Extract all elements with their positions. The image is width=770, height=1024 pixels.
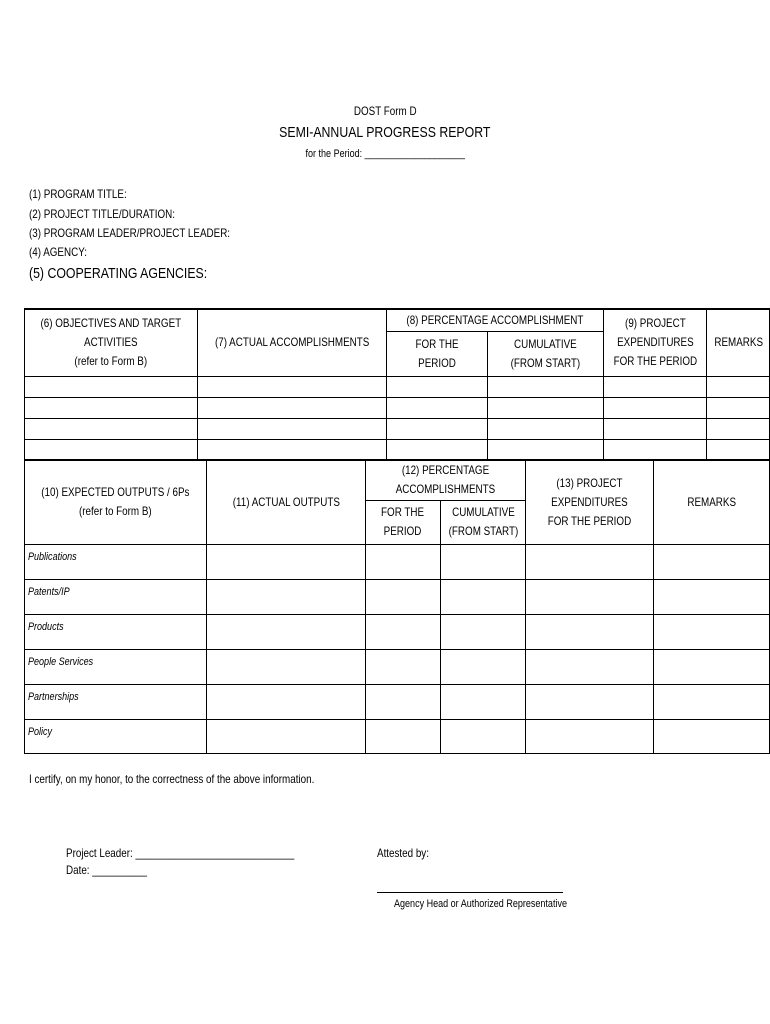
table-cell[interactable] [440, 544, 526, 579]
table-cell[interactable] [386, 397, 487, 418]
table-cell[interactable] [487, 439, 603, 459]
header-for-the-period: FOR THE PERIOD [386, 331, 487, 376]
table-row [25, 719, 770, 753]
table-cell[interactable] [487, 376, 603, 397]
header-for-the-period-2: FOR THE PERIOD [366, 500, 440, 544]
table-cell[interactable] [366, 614, 440, 649]
table-cell[interactable] [707, 397, 770, 418]
header-expected-outputs: (10) EXPECTED OUTPUTS / 6Ps (refer to Form B) [25, 460, 207, 544]
reporting-period: for the Period: ____________________ [305, 148, 465, 160]
agency-label: (4) AGENCY: [29, 245, 87, 259]
table-cell[interactable] [206, 614, 366, 649]
table-cell[interactable] [487, 418, 603, 439]
table-row [25, 439, 770, 459]
table-cell[interactable] [654, 649, 770, 684]
agency-head-label: Agency Head or Authorized Representative [394, 898, 567, 910]
table-cell[interactable] [654, 614, 770, 649]
date-field: Date: __________ [66, 863, 147, 877]
table-cell[interactable] [197, 439, 386, 459]
table-row [25, 418, 770, 439]
category-policy: Policy [25, 719, 207, 753]
table-row [25, 376, 770, 397]
table-cell[interactable] [526, 614, 654, 649]
header-cumulative-2: CUMULATIVE (FROM START) [440, 500, 526, 544]
table-cell[interactable] [526, 684, 654, 719]
form-code: DOST Form D [353, 104, 417, 118]
table-cell[interactable] [603, 418, 707, 439]
table-cell[interactable] [366, 579, 440, 614]
attested-by-label: Attested by: [377, 846, 429, 860]
table-cell[interactable] [603, 439, 707, 459]
form-title: SEMI-ANNUAL PROGRESS REPORT [279, 124, 491, 141]
table-cell[interactable] [526, 579, 654, 614]
header-remarks: REMARKS [707, 309, 770, 376]
header-percentage-accomplishment: (8) PERCENTAGE ACCOMPLISHMENT [386, 309, 603, 331]
table-cell[interactable] [440, 579, 526, 614]
category-publications: Publications [25, 544, 207, 579]
table-cell[interactable] [25, 439, 198, 459]
leader-label: (3) PROGRAM LEADER/PROJECT LEADER: [29, 226, 231, 240]
header-remarks-2: REMARKS [654, 460, 770, 544]
header-project-expenditures: (9) PROJECT EXPENDITURES FOR THE PERIOD [603, 309, 707, 376]
table-cell[interactable] [386, 439, 487, 459]
certification-statement: I certify, on my honor, to the correctness of the above information. [29, 772, 315, 786]
table-cell[interactable] [526, 649, 654, 684]
table-cell[interactable] [206, 684, 366, 719]
table-cell[interactable] [366, 684, 440, 719]
table-cell[interactable] [487, 397, 603, 418]
table-row [25, 614, 770, 649]
cooperating-agencies-label: (5) COOPERATING AGENCIES: [29, 265, 208, 282]
table-cell[interactable] [366, 719, 440, 753]
category-products: Products [25, 614, 207, 649]
table-row [25, 579, 770, 614]
project-title-label: (2) PROJECT TITLE/DURATION: [29, 207, 175, 221]
table-cell[interactable] [206, 579, 366, 614]
table-cell[interactable] [440, 614, 526, 649]
table-cell[interactable] [440, 719, 526, 753]
table-cell[interactable] [440, 649, 526, 684]
header-percentage-accomplishments: (12) PERCENTAGE ACCOMPLISHMENTS [366, 460, 526, 500]
table-row [25, 397, 770, 418]
table-cell[interactable] [707, 418, 770, 439]
table-cell[interactable] [526, 544, 654, 579]
table-cell[interactable] [654, 579, 770, 614]
table-cell[interactable] [386, 376, 487, 397]
category-patents: Patents/IP [25, 579, 207, 614]
table-cell[interactable] [654, 684, 770, 719]
table-cell[interactable] [206, 719, 366, 753]
table-cell[interactable] [25, 397, 198, 418]
table-cell[interactable] [366, 649, 440, 684]
table-cell[interactable] [206, 649, 366, 684]
table-cell[interactable] [603, 376, 707, 397]
header-cumulative: CUMULATIVE (FROM START) [487, 331, 603, 376]
table-cell[interactable] [526, 719, 654, 753]
header-project-expenditures-2: (13) PROJECT EXPENDITURES FOR THE PERIOD [526, 460, 654, 544]
program-title-label: (1) PROGRAM TITLE: [29, 187, 127, 201]
table-cell[interactable] [603, 397, 707, 418]
table-cell[interactable] [654, 544, 770, 579]
header-actual-outputs: (11) ACTUAL OUTPUTS [206, 460, 366, 544]
table-cell[interactable] [366, 544, 440, 579]
agency-head-signature-line [377, 892, 563, 893]
table-cell[interactable] [707, 439, 770, 459]
outputs-table [24, 459, 770, 754]
table-row [25, 649, 770, 684]
header-objectives: (6) OBJECTIVES AND TARGET ACTIVITIES (refer to Form B) [25, 309, 198, 376]
table-cell[interactable] [25, 418, 198, 439]
table-row [25, 544, 770, 579]
table-cell[interactable] [197, 376, 386, 397]
project-leader-signature: Project Leader: _____________________________ [66, 846, 295, 860]
table-row [25, 684, 770, 719]
objectives-table [24, 308, 770, 460]
table-cell[interactable] [197, 418, 386, 439]
header-actual-accomplishments: (7) ACTUAL ACCOMPLISHMENTS [197, 309, 386, 376]
category-people-services: People Services [25, 649, 207, 684]
table-cell[interactable] [707, 376, 770, 397]
category-partnerships: Partnerships [25, 684, 207, 719]
table-cell[interactable] [197, 397, 386, 418]
table-cell[interactable] [206, 544, 366, 579]
table-cell[interactable] [25, 376, 198, 397]
table-cell[interactable] [440, 684, 526, 719]
table-cell[interactable] [386, 418, 487, 439]
table-cell[interactable] [654, 719, 770, 753]
